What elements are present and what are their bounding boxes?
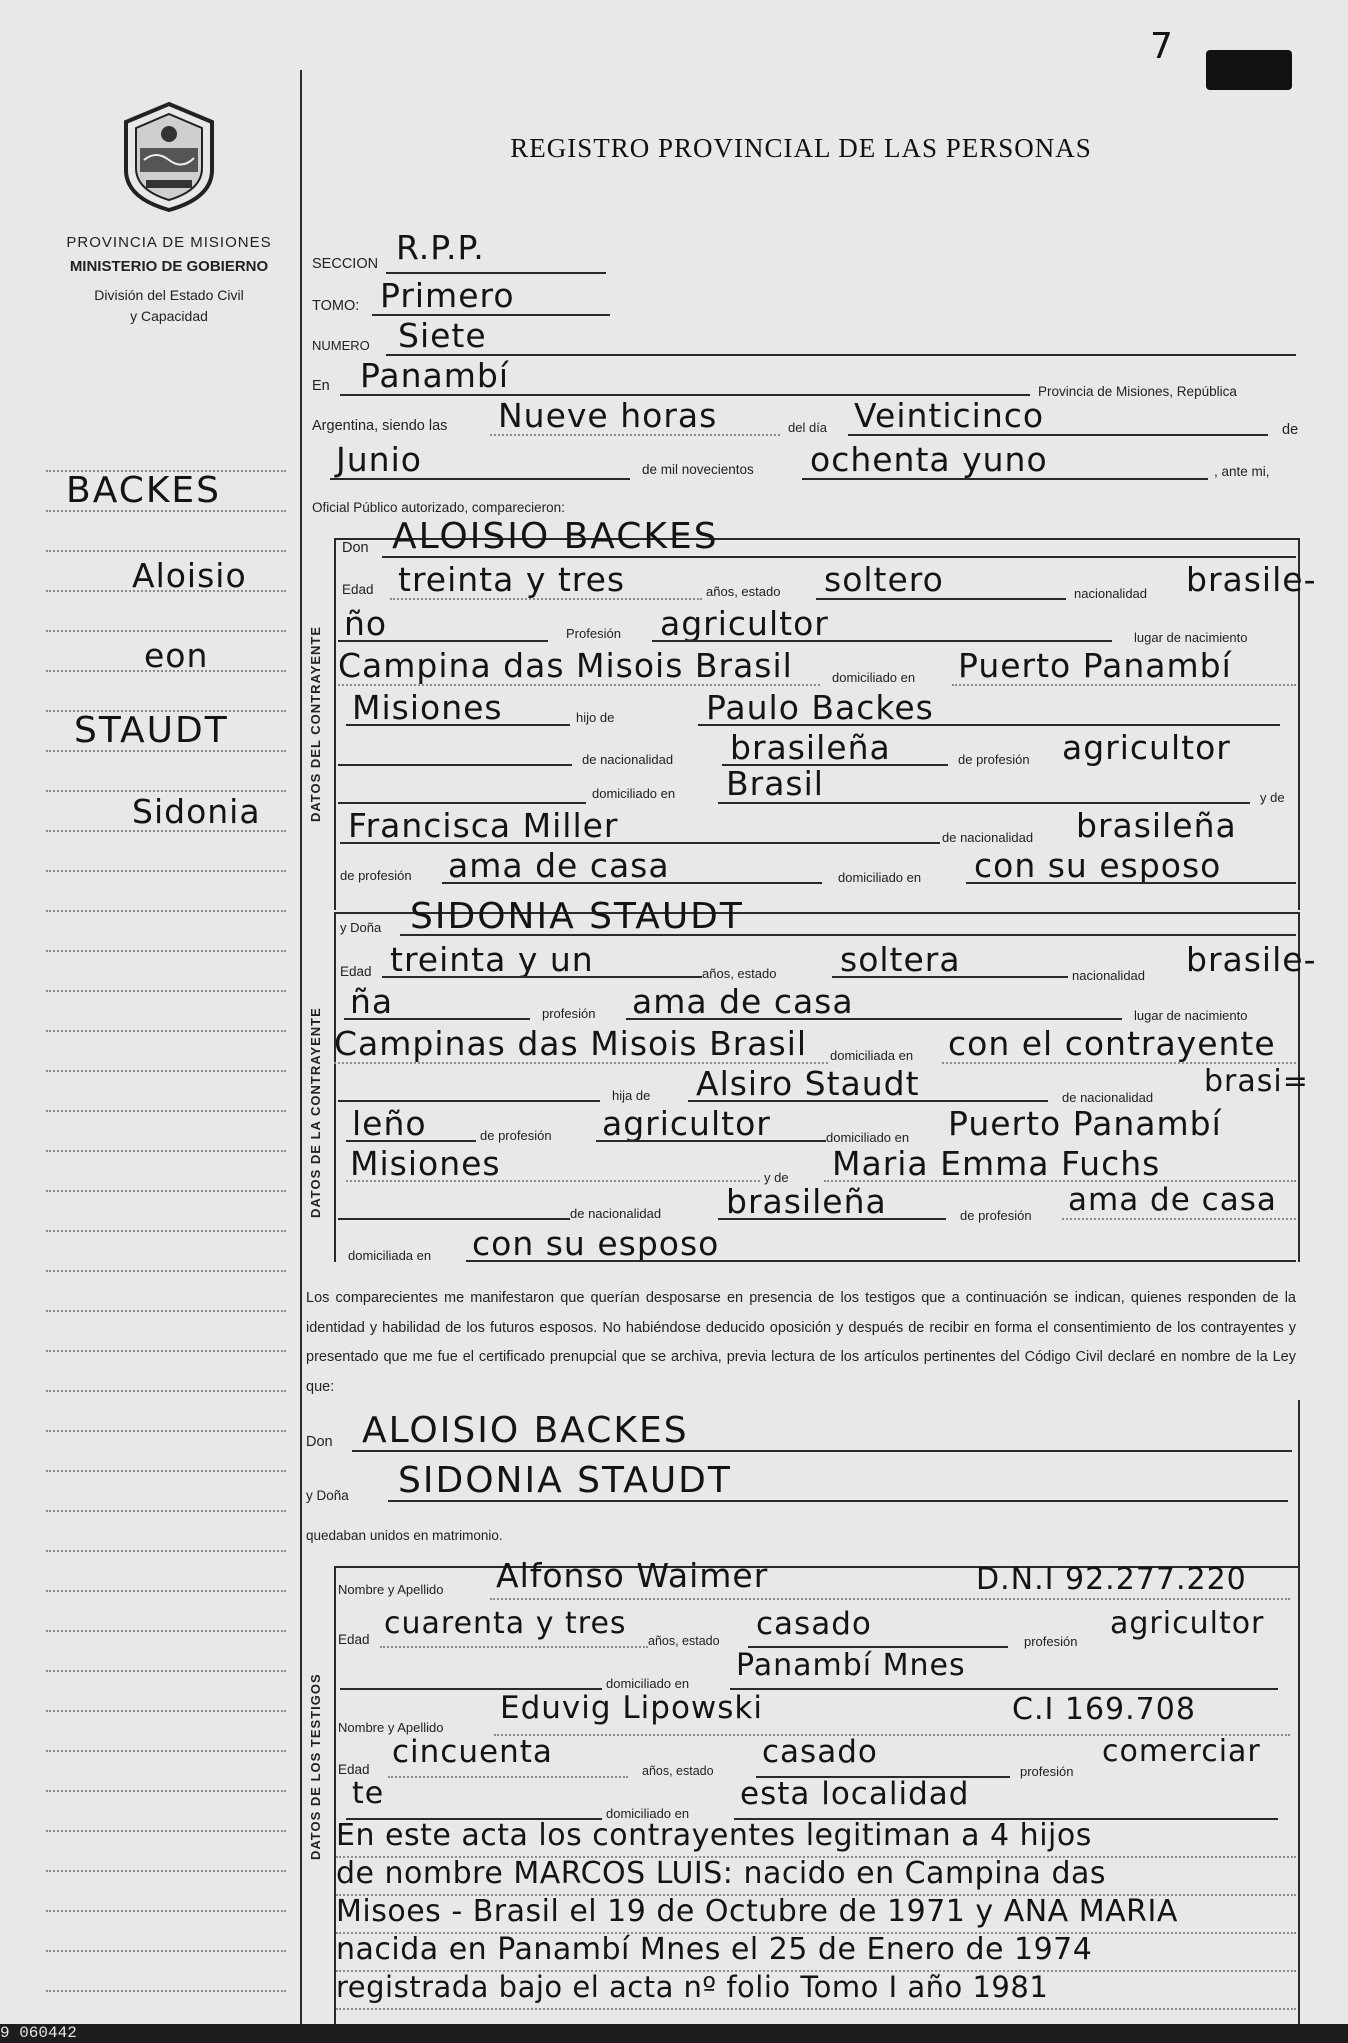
margin-rule — [46, 1270, 286, 1272]
c-madre-nac-value: brasileña — [1076, 806, 1237, 845]
t1-nombre-label: Nombre y Apellido — [338, 1582, 444, 1597]
decl-dona-label: y Doña — [306, 1488, 349, 1503]
s-padre-domic-value-b: Misiones — [350, 1144, 501, 1183]
nota-line-3: Misoes - Brasil el 19 de Octubre de 1971 y ANA MARIA — [336, 1894, 1178, 1929]
s-madre-nac-line — [718, 1218, 946, 1220]
s-padre-nac-value-a: brasi= — [1204, 1064, 1309, 1099]
contrayente-side-label: DATOS DEL CONTRAYENTE — [308, 625, 323, 822]
mes-value: Junio — [336, 440, 422, 479]
margin-rule — [46, 1710, 286, 1712]
t1-domic-value: Panambí Mnes — [736, 1648, 966, 1683]
testigos-box-right — [1298, 1400, 1300, 2024]
contrayenta-nombre: SIDONIA STAUDT — [410, 896, 744, 937]
t2-edad-label: Edad — [338, 1762, 370, 1777]
contrayenta-side-label: DATOS DE LA CONTRAYENTE — [308, 1007, 323, 1218]
margin-rule — [46, 1550, 286, 1552]
s-madre-prof-line — [1062, 1218, 1296, 1220]
s-padre-blank — [338, 1100, 600, 1102]
s-de-nac-label: de nacionalidad — [1062, 1090, 1154, 1105]
s-madre-value: Maria Emma Fuchs — [832, 1144, 1161, 1183]
decl-don-value: ALOISIO BACKES — [362, 1410, 689, 1451]
margin-rule — [46, 1670, 286, 1672]
margin-rule — [46, 1030, 286, 1032]
margin-rule — [46, 550, 286, 552]
t1-edad-value: cuarenta y tres — [384, 1606, 627, 1641]
c-lugar-nac-line — [338, 684, 820, 686]
s-padre-nac-line-b — [346, 1140, 476, 1142]
numero-value: Siete — [398, 316, 487, 355]
tomo-value: Primero — [380, 276, 515, 315]
margin-rule — [46, 1950, 286, 1952]
margin-rule — [46, 1830, 286, 1832]
numero-label: NUMERO — [312, 338, 370, 353]
declaration-paragraph: Los comparecientes me manifestaron que querían desposarse en presencia de los testigos que a continuación se indican, quienes responden de la identidad y habilidad de los futuros esposos. No habiéndose deducido oposición y después de recibir en forma el consentimiento de los contrayentes y presentado que me fue el certificado prenupcial que se archiva, previa lectura de los artículos pertinentes del Código Civil declaré en nombre de la Ley que: — [306, 1290, 1296, 1395]
c-padre-domic-blank — [338, 802, 586, 804]
s-madre-domic-line — [466, 1260, 1296, 1262]
s-padre-line — [688, 1100, 1048, 1102]
margin-rule — [46, 1230, 286, 1232]
tomo-label: TOMO: — [312, 298, 360, 314]
seccion-line — [386, 272, 606, 274]
c-anos-label: años, estado — [706, 584, 781, 599]
margin-rule — [46, 1430, 286, 1432]
anio-line — [802, 478, 1208, 480]
margin-rule — [46, 870, 286, 872]
c-y-de-label: y de — [1260, 790, 1285, 805]
ante-label: , ante mi, — [1214, 464, 1270, 479]
decl-dona-line — [388, 1500, 1288, 1502]
margin-rule — [46, 1990, 286, 1992]
dia-line — [848, 434, 1268, 436]
s-nac-line-b — [344, 1018, 530, 1020]
t2-prof-label: profesión — [1020, 1764, 1074, 1779]
hora-value: Nueve horas — [498, 396, 718, 435]
s-nac-value-b: ña — [350, 982, 394, 1021]
c-prof-value: agricultor — [660, 604, 829, 643]
decl-dona-value: SIDONIA STAUDT — [398, 1460, 732, 1501]
s-y-de-label: y de — [764, 1170, 789, 1185]
argentina-label: Argentina, siendo las — [312, 418, 448, 434]
margin-rule — [46, 1750, 286, 1752]
nota-rule-1 — [336, 1856, 1296, 1858]
s-prof-line — [626, 1018, 1122, 1020]
c-padre-domic-line — [718, 802, 1250, 804]
s-padre-value: Alsiro Staudt — [696, 1064, 920, 1103]
c-domic-value-a: Puerto Panambí — [958, 646, 1232, 685]
contrayente-nombre-line — [382, 556, 1296, 558]
contrayenta-nombre-line — [400, 934, 1296, 936]
t2-estado-value: casado — [762, 1734, 878, 1770]
mil-label: de mil novecientos — [642, 462, 754, 477]
t1-prof-label: profesión — [1024, 1634, 1078, 1649]
margin-rule — [46, 1590, 286, 1592]
margin-rule — [46, 1910, 286, 1912]
seccion-value: R.P.P. — [396, 228, 485, 267]
c-madre-value: Francisca Miller — [348, 806, 619, 845]
unidos-label: quedaban unidos en matrimonio. — [306, 1528, 503, 1543]
s-estado-line — [832, 976, 1068, 978]
margin-rule — [46, 1110, 286, 1112]
t1-nombre-line — [490, 1598, 1290, 1600]
t2-edad-value: cincuenta — [392, 1734, 553, 1770]
c-madre-line — [340, 842, 940, 844]
province-name: PROVINCIA DE MISIONES — [66, 234, 272, 251]
contrayenta-box-left — [334, 912, 336, 1262]
margin-rule — [46, 1790, 286, 1792]
c-madre-nac-label: de nacionalidad — [942, 830, 1034, 845]
c-de-prof-label: de profesión — [958, 752, 1030, 767]
document-title: REGISTRO PROVINCIAL DE LAS PERSONAS — [510, 133, 1092, 163]
margin-connector: eon — [144, 636, 209, 675]
s-padre-domic-line-b — [346, 1180, 760, 1182]
s-estado-value: soltera — [840, 940, 961, 979]
ministry-name: MINISTERIO DE GOBIERNO — [69, 258, 269, 275]
lugar-value: Panambí — [360, 356, 510, 395]
margin-rule — [46, 1870, 286, 1872]
c-padre-value: Paulo Backes — [706, 688, 934, 727]
margin-surname-2: STAUDT — [74, 710, 229, 751]
t1-estado-value: casado — [756, 1606, 872, 1642]
s-lugar-nac-value: Campinas das Misois Brasil — [334, 1024, 808, 1063]
s-domic2-label: domiciliado en — [826, 1130, 910, 1145]
s-hija-label: hija de — [612, 1088, 651, 1103]
provincia-label: Provincia de Misiones, República — [1038, 384, 1237, 399]
t1-edad-label: Edad — [338, 1632, 370, 1647]
t2-domic-label: domiciliado en — [606, 1806, 690, 1821]
c-nac-value-a: brasile- — [1186, 560, 1317, 599]
t1-prof-value: agricultor — [1110, 1606, 1265, 1641]
mes-line — [330, 478, 630, 480]
nota-rule-4 — [336, 1970, 1296, 1972]
t1-domic-line — [730, 1688, 1278, 1690]
contrayente-box-left — [334, 538, 336, 910]
c-padre-nac-value: brasileña — [730, 728, 891, 767]
c-estado-line — [816, 598, 1066, 600]
margin-rule — [46, 1310, 286, 1312]
c-madre-domic-label: domiciliado en — [838, 870, 922, 885]
margin-rule — [46, 1350, 286, 1352]
nota-rule-3 — [336, 1932, 1296, 1934]
division-line-2: y Capacidad — [130, 308, 208, 324]
t1-anos-label: años, estado — [648, 1634, 720, 1648]
s-madre-prof-label: de profesión — [960, 1208, 1032, 1223]
c-madre-prof-line — [442, 882, 822, 884]
s-padre-prof-value: agricultor — [602, 1104, 771, 1143]
del-dia-label: del día — [788, 420, 828, 435]
don-label: Don — [342, 540, 369, 556]
margin-name-2: Sidonia — [132, 792, 261, 831]
s-madre-nac-label: de nacionalidad — [570, 1206, 662, 1221]
c-edad-line — [390, 598, 702, 600]
s-domic-value: con el contrayente — [948, 1024, 1276, 1063]
s-padre-prof-line — [596, 1140, 826, 1142]
s-nac-value-a: brasile- — [1186, 940, 1317, 979]
c-lugar-nac-label: lugar de nacimiento — [1134, 630, 1248, 645]
c-madre-domic-value: con su esposo — [974, 846, 1222, 885]
margin-rule — [46, 1150, 286, 1152]
margin-rule — [46, 1470, 286, 1472]
c-prof-line — [652, 640, 1112, 642]
s-edad-label: Edad — [340, 964, 372, 979]
s-prof-label: profesión — [542, 1006, 596, 1021]
c-domic-line-b — [346, 724, 570, 726]
s-nac-label: nacionalidad — [1072, 968, 1146, 983]
footer-code: 9 060442 — [0, 2024, 77, 2042]
nota-line-4: nacida en Panambí Mnes el 25 de Enero de 1974 — [336, 1932, 1093, 1967]
s-madre-domic-value: con su esposo — [472, 1224, 720, 1263]
c-domic-label: domiciliado en — [832, 670, 916, 685]
nota-line-2: de nombre MARCOS LUIS: nacido en Campina das — [336, 1856, 1107, 1891]
c-padre-prof-value: agricultor — [1062, 728, 1231, 767]
redaction-block — [1206, 50, 1292, 90]
nota-rule-5 — [336, 2008, 1296, 2010]
s-edad-value: treinta y un — [390, 940, 594, 979]
c-padre-nac-blank — [338, 764, 572, 766]
testigos-side-label: DATOS DE LOS TESTIGOS — [308, 1673, 323, 1860]
dia-value: Veinticinco — [854, 396, 1045, 435]
nota-rule-2 — [336, 1894, 1296, 1896]
seccion-label: SECCION — [312, 256, 379, 272]
decl-don-label: Don — [306, 1434, 333, 1450]
s-madre-nac-value: brasileña — [726, 1182, 887, 1221]
t2-anos-label: años, estado — [642, 1764, 714, 1778]
margin-rule — [46, 1510, 286, 1512]
t1-doc-value: D.N.I 92.277.220 — [976, 1562, 1247, 1597]
c-madre-prof-label: de profesión — [340, 868, 412, 883]
provincial-seal-icon — [116, 100, 222, 214]
s-de-prof-label: de profesión — [480, 1128, 552, 1143]
s-madre-domic-label: domiciliada en — [348, 1248, 432, 1263]
c-nac-label: nacionalidad — [1074, 586, 1148, 601]
margin-surname-1: BACKES — [66, 470, 222, 511]
c-edad-value: treinta y tres — [398, 560, 626, 599]
t2-prof-value-b: te — [352, 1776, 385, 1811]
c-padre-line — [698, 724, 1280, 726]
numero-line — [386, 354, 1296, 356]
s-padre-nac-value-b: leño — [352, 1104, 427, 1143]
t2-nombre-label: Nombre y Apellido — [338, 1720, 444, 1735]
decl-don-line — [352, 1450, 1292, 1452]
t2-prof-value-a: comerciar — [1102, 1734, 1261, 1769]
s-edad-line — [382, 976, 702, 978]
c-nac-value-b: ño — [344, 604, 388, 643]
s-anos-label: años, estado — [702, 966, 777, 981]
c-padre-domic-value: Brasil — [726, 764, 824, 803]
t2-nombre-value: Eduvig Lipowski — [500, 1690, 763, 1726]
margin-divider — [300, 70, 302, 2024]
oficial-label: Oficial Público autorizado, comparecieron: — [312, 500, 565, 515]
margin-rule — [46, 630, 286, 632]
en-label: En — [312, 378, 330, 394]
t1-domic-label: domiciliado en — [606, 1676, 690, 1691]
de-label: de — [1282, 422, 1299, 438]
t2-doc-value: C.I 169.708 — [1012, 1692, 1196, 1727]
s-madre-prof-value: ama de casa — [1068, 1182, 1277, 1218]
division-line-1: División del Estado Civil — [94, 287, 244, 303]
hora-line — [490, 434, 780, 436]
s-domic-label: domiciliada en — [830, 1048, 914, 1063]
c-madre-prof-value: ama de casa — [448, 846, 670, 885]
s-madre-nac-blank — [338, 1218, 570, 1220]
t2-edad-line — [388, 1776, 628, 1778]
c-hijo-label: hijo de — [576, 710, 615, 725]
anio-value: ochenta yuno — [810, 440, 1048, 479]
c-prof-label: Profesión — [566, 626, 621, 641]
dona-label: y Doña — [340, 920, 382, 935]
c-domic-line-a — [952, 684, 1296, 686]
margin-rule — [46, 1630, 286, 1632]
nota-line-1: En este acta los contrayentes legitiman a 4 hijos — [336, 1818, 1092, 1853]
c-edad-label: Edad — [342, 582, 374, 597]
t1-nombre-value: Alfonso Waimer — [496, 1556, 769, 1595]
s-lugar-nac-label: lugar de nacimiento — [1134, 1008, 1248, 1023]
margin-rule — [46, 990, 286, 992]
s-padre-domic-value-a: Puerto Panambí — [948, 1104, 1222, 1143]
c-estado-value: soltero — [824, 560, 944, 599]
c-lugar-nac-value: Campina das Misois Brasil — [338, 646, 793, 685]
margin-rule — [46, 1390, 286, 1392]
c-nac-line-b — [338, 640, 548, 642]
s-prof-value: ama de casa — [632, 982, 854, 1021]
contrayente-nombre: ALOISIO BACKES — [392, 516, 719, 557]
page-number: 7 — [1150, 26, 1174, 67]
t2-domic-value: esta localidad — [740, 1776, 970, 1812]
margin-rule — [46, 910, 286, 912]
t1-edad-line — [380, 1646, 648, 1648]
c-madre-domic-line — [966, 882, 1296, 884]
margin-name-1: Aloisio — [132, 556, 247, 595]
c-domic-value-b: Misiones — [352, 688, 503, 727]
margin-rule — [46, 1190, 286, 1192]
margin-rule — [46, 1070, 286, 1072]
c-domic2-label: domiciliado en — [592, 786, 676, 801]
margin-rule — [46, 950, 286, 952]
c-de-nac-label: de nacionalidad — [582, 752, 674, 767]
nota-line-5: registrada bajo el acta nº folio Tomo I año 1981 — [336, 1970, 1049, 2004]
